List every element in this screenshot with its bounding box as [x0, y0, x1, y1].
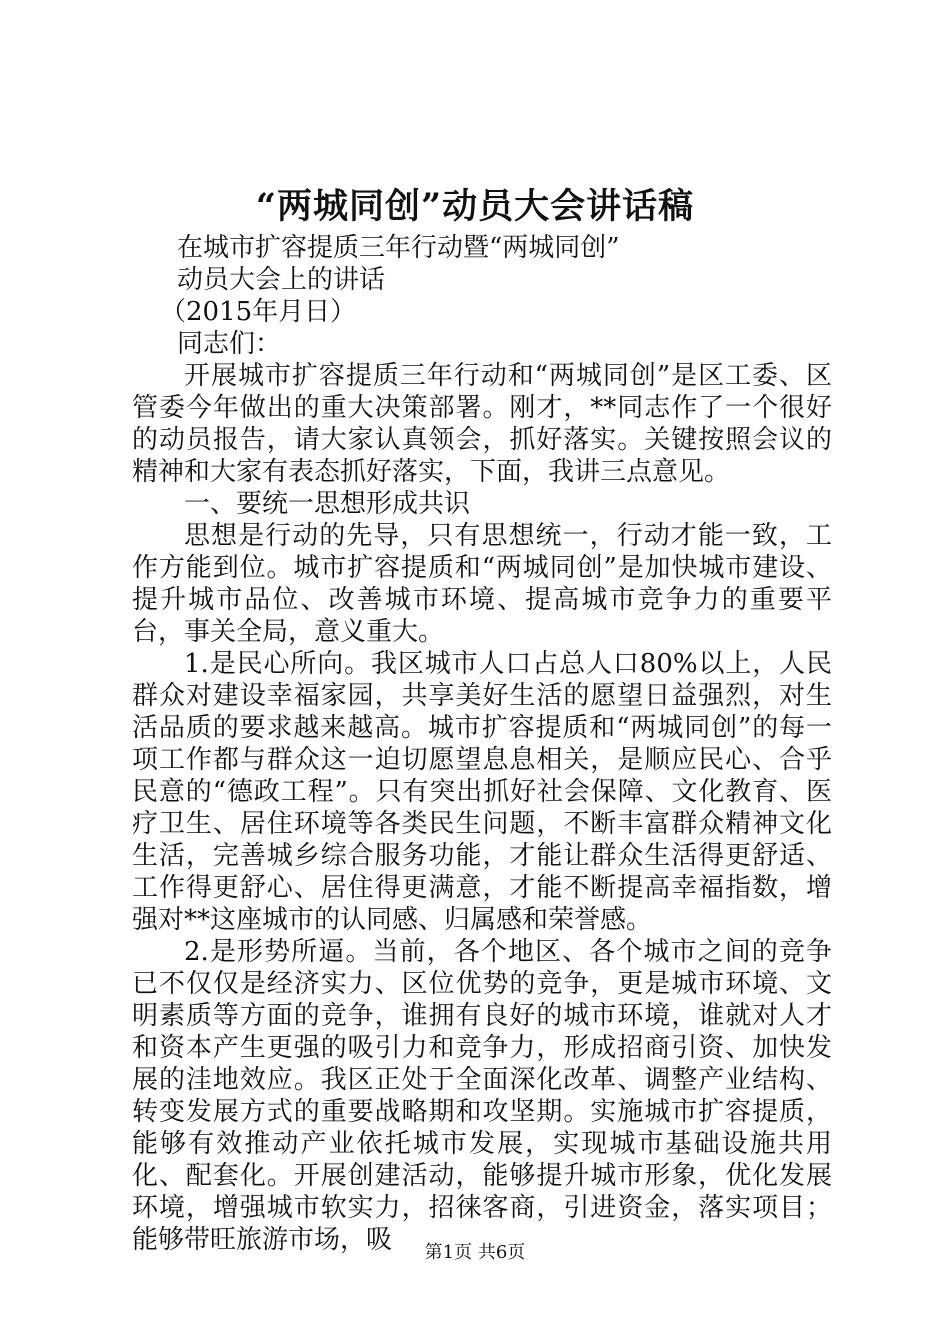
page-footer: 第1页 共6页: [424, 1242, 526, 1263]
paragraph-point-1: 1.是民心所向。我区城市人口占总人口80%以上，人民群众对建设幸福家园，共享美好生活的愿望日益强烈，对生活品质的要求越来越高。城市扩容提质和“两城同创”的每一项工作都与群众这一迫切愿望息息相关，是顺应民心、合乎民意的“德政工程”。只有突出抓好社会保障、文化教育、医疗卫生、居住环境等各类民生问题，不断丰富群众精神文化生活，完善城乡综合服务功能，才能让群众生活得更舒适、工作得更舒心、居住得更满意，才能不断提高幸福指数，增强对**这座城市的认同感、归属感和荣誉感。: [132, 649, 832, 935]
paragraph-section-1: 思想是行动的先导，只有思想统一，行动才能一致，工作方能到位。城市扩容提质和“两城同创”是加快城市建设、提升城市品位、改善城市环境、提高城市竞争力的重要平台，事关全局，意义重大。: [132, 521, 832, 647]
document-title: “两城同创”动员大会讲话稿: [255, 186, 695, 227]
paragraph-intro: 开展城市扩容提质三年行动和“两城同创”是区工委、区管委今年做出的重大决策部署。刚才，**同志作了一个很好的动员报告，请大家认真领会，抓好落实。关键按照会议的精神和大家有表态抓好落实，下面，我讲三点意见。: [132, 361, 832, 487]
section-heading-1: 一、要统一思想形成共识: [184, 489, 471, 519]
paragraph-point-2: 2.是形势所逼。当前，各个地区、各个城市之间的竞争已不仅仅是经济实力、区位优势的竞争，更是城市环境、文明素质等方面的竞争，谁拥有良好的城市环境，谁就对人才和资本产生更强的吸引力和竞争力，形成招商引资、加快发展的洼地效应。我区正处于全面深化改革、调整产业结构、转变发展方式的重要战略期和攻坚期。实施城市扩容提质，能够有效推动产业依托城市发展，实现城市基础设施共用化、配套化。开展创建活动，能够提升城市形象，优化发展环境，增强城市软实力，招徕客商，引进资金，落实项目；能够带旺旅游市场，吸: [132, 937, 832, 1255]
speech-date: （2015年月日）: [160, 297, 357, 327]
document-body: [132, 232, 832, 1256]
subtitle-line-1: 在城市扩容提质三年行动暨“两城同创”: [177, 233, 620, 263]
subtitle-line-2: 动员大会上的讲话: [177, 265, 386, 295]
salutation: 同志们：: [177, 329, 282, 359]
